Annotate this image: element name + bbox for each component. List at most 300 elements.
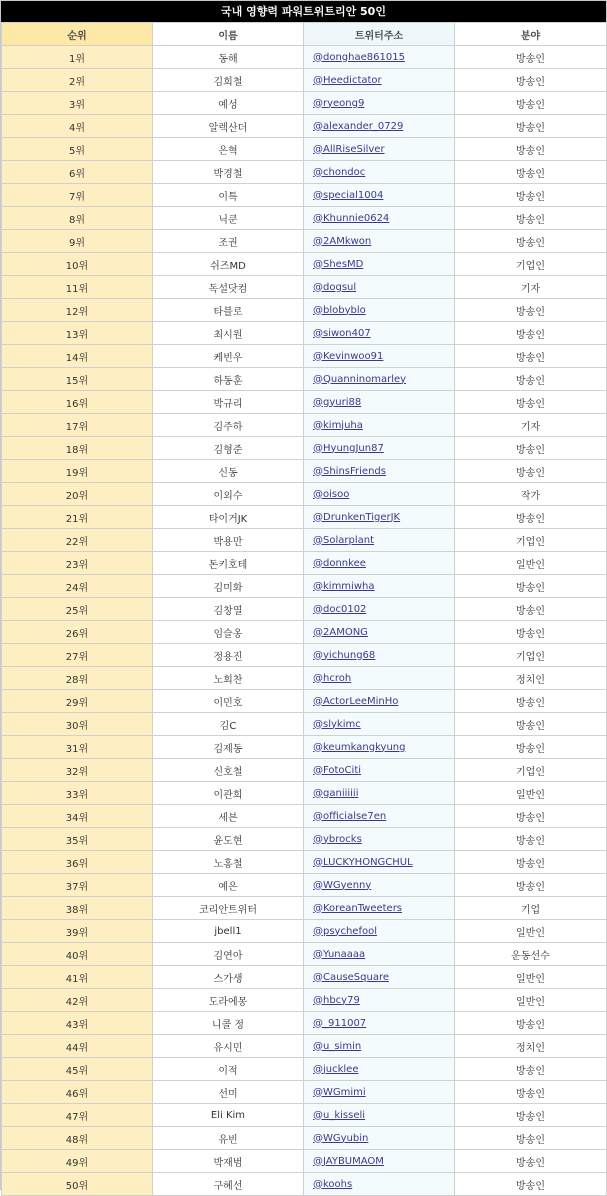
field-cell: 방송인 bbox=[455, 368, 607, 391]
twitter-handle-link[interactable]: @WGyubin bbox=[313, 1132, 369, 1144]
field-cell: 일반인 bbox=[455, 920, 607, 943]
name-cell: 타블로 bbox=[153, 299, 304, 322]
twitter-handle-link[interactable]: @2AMONG bbox=[313, 626, 368, 638]
header-rank: 순위 bbox=[2, 23, 153, 46]
twitter-address-cell bbox=[304, 1058, 455, 1081]
twitter-handle-link[interactable]: @FotoCiti bbox=[313, 764, 362, 776]
twitter-address-cell bbox=[304, 1127, 455, 1150]
name-cell: 예은 bbox=[153, 874, 304, 897]
twitter-handle-link[interactable]: @u_kisseli bbox=[313, 1109, 366, 1121]
name-cell: 케빈우 bbox=[153, 345, 304, 368]
name-cell: 도라에몽 bbox=[153, 989, 304, 1012]
rank-cell: 50위 bbox=[2, 1173, 153, 1196]
twitter-handle-link[interactable]: @chondoc bbox=[313, 166, 366, 178]
rank-cell: 22위 bbox=[2, 529, 153, 552]
twitter-address-cell bbox=[304, 828, 455, 851]
table-row bbox=[2, 667, 607, 690]
rank-cell: 49위 bbox=[2, 1150, 153, 1173]
twitter-address-cell bbox=[304, 598, 455, 621]
rank-cell: 24위 bbox=[2, 575, 153, 598]
twitter-handle-link[interactable]: @ybrocks bbox=[313, 833, 362, 845]
twitter-handle-link[interactable]: @u_simin bbox=[313, 1040, 362, 1052]
twitter-address-cell bbox=[304, 805, 455, 828]
rank-cell: 31위 bbox=[2, 736, 153, 759]
table-row bbox=[2, 1035, 607, 1058]
name-cell: 하동훈 bbox=[153, 368, 304, 391]
twitter-address-cell bbox=[304, 667, 455, 690]
field-cell: 일반인 bbox=[455, 552, 607, 575]
table-row bbox=[2, 368, 607, 391]
name-cell: 세븐 bbox=[153, 805, 304, 828]
table-row bbox=[2, 690, 607, 713]
twitter-handle-link[interactable]: @ryeong9 bbox=[313, 97, 365, 109]
rank-cell: 30위 bbox=[2, 713, 153, 736]
field-cell: 방송인 bbox=[455, 437, 607, 460]
twitter-address-cell bbox=[304, 966, 455, 989]
name-cell: 박규리 bbox=[153, 391, 304, 414]
table-row bbox=[2, 483, 607, 506]
rank-cell: 27위 bbox=[2, 644, 153, 667]
table-row bbox=[2, 759, 607, 782]
table-row bbox=[2, 805, 607, 828]
twitter-handle-link[interactable]: @officialse7en bbox=[313, 810, 387, 822]
twitter-handle-link[interactable]: @CauseSquare bbox=[313, 971, 390, 983]
twitter-address-cell bbox=[304, 69, 455, 92]
field-cell: 방송인 bbox=[455, 92, 607, 115]
name-cell: 이민호 bbox=[153, 690, 304, 713]
table-row bbox=[2, 529, 607, 552]
twitter-handle-link[interactable]: @KoreanTweeters bbox=[313, 902, 403, 914]
twitter-handle-link[interactable]: @WGyenny bbox=[313, 879, 372, 891]
header-field: 분야 bbox=[455, 23, 607, 46]
twitter-handle-link[interactable]: @JAYBUMAOM bbox=[313, 1155, 384, 1167]
table-row bbox=[2, 299, 607, 322]
field-cell: 방송인 bbox=[455, 805, 607, 828]
twitter-address-cell bbox=[304, 207, 455, 230]
table-row bbox=[2, 69, 607, 92]
name-cell: 코리안트위터 bbox=[153, 897, 304, 920]
name-cell: 김창열 bbox=[153, 598, 304, 621]
rank-cell: 33위 bbox=[2, 782, 153, 805]
name-cell: 타이거JK bbox=[153, 506, 304, 529]
name-cell: 독설닷컴 bbox=[153, 276, 304, 299]
rank-cell: 19위 bbox=[2, 460, 153, 483]
twitter-address-cell bbox=[304, 253, 455, 276]
name-cell: 유시민 bbox=[153, 1035, 304, 1058]
twitter-address-cell bbox=[304, 1173, 455, 1196]
twitter-handle-link[interactable]: @HyungJun87 bbox=[313, 442, 384, 454]
name-cell: 최시원 bbox=[153, 322, 304, 345]
name-cell: 닉쿤 bbox=[153, 207, 304, 230]
name-cell: 스가생 bbox=[153, 966, 304, 989]
twitter-handle-link[interactable]: @Quanninomarley bbox=[313, 373, 407, 385]
twitter-handle-link[interactable]: @kimjuha bbox=[313, 419, 363, 431]
page-title: 국내 영향력 파워트위트리안 50인 bbox=[1, 1, 606, 22]
twitter-handle-link[interactable]: @Khunnie0624 bbox=[313, 212, 390, 224]
twitter-address-cell bbox=[304, 1104, 455, 1127]
ranking-table bbox=[1, 22, 607, 1196]
table-row bbox=[2, 46, 607, 69]
rank-cell: 46위 bbox=[2, 1081, 153, 1104]
twitter-address-cell bbox=[304, 345, 455, 368]
table-row bbox=[2, 276, 607, 299]
table-row bbox=[2, 874, 607, 897]
field-cell: 방송인 bbox=[455, 1012, 607, 1035]
twitter-address-cell bbox=[304, 46, 455, 69]
table-row bbox=[2, 943, 607, 966]
twitter-address-cell bbox=[304, 391, 455, 414]
twitter-handle-link[interactable]: @AllRiseSilver bbox=[313, 143, 385, 155]
table-row bbox=[2, 644, 607, 667]
table-row bbox=[2, 506, 607, 529]
table-row bbox=[2, 1173, 607, 1196]
rank-cell: 4위 bbox=[2, 115, 153, 138]
name-cell: 노회찬 bbox=[153, 667, 304, 690]
table-row bbox=[2, 1127, 607, 1150]
twitter-handle-link[interactable]: @Heedictator bbox=[313, 74, 382, 86]
header-twitter-address: 트위터주소 bbox=[304, 23, 455, 46]
rank-cell: 35위 bbox=[2, 828, 153, 851]
twitter-handle-link[interactable]: @hcroh bbox=[313, 672, 352, 684]
twitter-handle-link[interactable]: @alexander_0729 bbox=[313, 120, 404, 132]
field-cell: 방송인 bbox=[455, 736, 607, 759]
table-row bbox=[2, 391, 607, 414]
table-row bbox=[2, 437, 607, 460]
rank-cell: 28위 bbox=[2, 667, 153, 690]
table-row bbox=[2, 345, 607, 368]
field-cell: 방송인 bbox=[455, 690, 607, 713]
name-cell: 동해 bbox=[153, 46, 304, 69]
twitter-handle-link[interactable]: @DrunkenTigerJK bbox=[313, 511, 401, 523]
rank-cell: 10위 bbox=[2, 253, 153, 276]
table-header-row bbox=[2, 23, 607, 46]
name-cell: 신호철 bbox=[153, 759, 304, 782]
table-body bbox=[2, 46, 607, 1196]
twitter-handle-link[interactable]: @siwon407 bbox=[313, 327, 371, 339]
name-cell: 임슬옹 bbox=[153, 621, 304, 644]
table-row bbox=[2, 230, 607, 253]
name-cell: 박재범 bbox=[153, 1150, 304, 1173]
field-cell: 방송인 bbox=[455, 322, 607, 345]
table-row bbox=[2, 414, 607, 437]
field-cell: 방송인 bbox=[455, 69, 607, 92]
name-cell: 김형준 bbox=[153, 437, 304, 460]
field-cell: 방송인 bbox=[455, 506, 607, 529]
rank-cell: 29위 bbox=[2, 690, 153, 713]
rank-cell: 17위 bbox=[2, 414, 153, 437]
rank-cell: 5위 bbox=[2, 138, 153, 161]
table-row bbox=[2, 782, 607, 805]
rank-cell: 34위 bbox=[2, 805, 153, 828]
name-cell: 김제동 bbox=[153, 736, 304, 759]
field-cell: 기업인 bbox=[455, 529, 607, 552]
twitter-address-cell bbox=[304, 276, 455, 299]
rank-cell: 18위 bbox=[2, 437, 153, 460]
rank-cell: 3위 bbox=[2, 92, 153, 115]
rank-cell: 9위 bbox=[2, 230, 153, 253]
rank-cell: 43위 bbox=[2, 1012, 153, 1035]
table-row bbox=[2, 851, 607, 874]
rank-cell: 45위 bbox=[2, 1058, 153, 1081]
name-cell: 이관희 bbox=[153, 782, 304, 805]
twitter-address-cell bbox=[304, 575, 455, 598]
table-row bbox=[2, 253, 607, 276]
field-cell: 방송인 bbox=[455, 299, 607, 322]
twitter-handle-link[interactable]: @WGmimi bbox=[313, 1086, 366, 1098]
header-name: 이름 bbox=[153, 23, 304, 46]
twitter-address-cell bbox=[304, 943, 455, 966]
name-cell: 쉬즈MD bbox=[153, 253, 304, 276]
twitter-address-cell bbox=[304, 437, 455, 460]
rank-cell: 8위 bbox=[2, 207, 153, 230]
twitter-handle-link[interactable]: @kimmiwha bbox=[313, 580, 375, 592]
field-cell: 일반인 bbox=[455, 782, 607, 805]
table-row bbox=[2, 621, 607, 644]
twitter-handle-link[interactable]: @doc0102 bbox=[313, 603, 367, 615]
name-cell: 이외수 bbox=[153, 483, 304, 506]
table-row bbox=[2, 460, 607, 483]
field-cell: 방송인 bbox=[455, 46, 607, 69]
rank-cell: 20위 bbox=[2, 483, 153, 506]
twitter-address-cell bbox=[304, 989, 455, 1012]
table-row bbox=[2, 966, 607, 989]
name-cell: 이적 bbox=[153, 1058, 304, 1081]
name-cell: 김연아 bbox=[153, 943, 304, 966]
twitter-address-cell bbox=[304, 690, 455, 713]
twitter-handle-link[interactable]: @special1004 bbox=[313, 189, 384, 201]
twitter-address-cell bbox=[304, 759, 455, 782]
name-cell: 노홍철 bbox=[153, 851, 304, 874]
field-cell: 기업 bbox=[455, 897, 607, 920]
field-cell: 방송인 bbox=[455, 1173, 607, 1196]
twitter-address-cell bbox=[304, 552, 455, 575]
rank-cell: 15위 bbox=[2, 368, 153, 391]
table-row bbox=[2, 161, 607, 184]
twitter-address-cell bbox=[304, 1035, 455, 1058]
table-row bbox=[2, 115, 607, 138]
field-cell: 방송인 bbox=[455, 598, 607, 621]
field-cell: 방송인 bbox=[455, 1127, 607, 1150]
name-cell: 은혁 bbox=[153, 138, 304, 161]
twitter-address-cell bbox=[304, 322, 455, 345]
twitter-handle-link[interactable]: @oisoo bbox=[313, 488, 350, 500]
rank-cell: 44위 bbox=[2, 1035, 153, 1058]
field-cell: 방송인 bbox=[455, 713, 607, 736]
table-row bbox=[2, 92, 607, 115]
twitter-address-cell bbox=[304, 506, 455, 529]
name-cell: 신동 bbox=[153, 460, 304, 483]
rank-cell: 23위 bbox=[2, 552, 153, 575]
rank-cell: 26위 bbox=[2, 621, 153, 644]
name-cell: 유빈 bbox=[153, 1127, 304, 1150]
twitter-address-cell bbox=[304, 851, 455, 874]
table-row bbox=[2, 736, 607, 759]
name-cell: jbell1 bbox=[153, 920, 304, 943]
twitter-handle-link[interactable]: @Kevinwoo91 bbox=[313, 350, 384, 362]
twitter-address-cell bbox=[304, 644, 455, 667]
twitter-handle-link[interactable]: @keumkangkyung bbox=[313, 741, 406, 753]
rank-cell: 47위 bbox=[2, 1104, 153, 1127]
table-row bbox=[2, 598, 607, 621]
table-row bbox=[2, 989, 607, 1012]
twitter-handle-link[interactable]: @jucklee bbox=[313, 1063, 359, 1075]
twitter-handle-link[interactable]: @_911007 bbox=[313, 1017, 367, 1029]
twitter-handle-link[interactable]: @donnkee bbox=[313, 557, 366, 569]
twitter-address-cell bbox=[304, 782, 455, 805]
table-row bbox=[2, 1012, 607, 1035]
table-row bbox=[2, 1150, 607, 1173]
twitter-address-cell bbox=[304, 230, 455, 253]
name-cell: 박용만 bbox=[153, 529, 304, 552]
field-cell: 방송인 bbox=[455, 138, 607, 161]
field-cell: 방송인 bbox=[455, 391, 607, 414]
twitter-handle-link[interactable]: @psychefool bbox=[313, 925, 377, 937]
twitter-handle-link[interactable]: @hbcy79 bbox=[313, 994, 360, 1006]
rank-cell: 6위 bbox=[2, 161, 153, 184]
field-cell: 일반인 bbox=[455, 966, 607, 989]
twitter-address-cell bbox=[304, 621, 455, 644]
table-row bbox=[2, 1104, 607, 1127]
field-cell: 방송인 bbox=[455, 621, 607, 644]
rank-cell: 7위 bbox=[2, 184, 153, 207]
twitter-address-cell bbox=[304, 138, 455, 161]
field-cell: 기업인 bbox=[455, 644, 607, 667]
name-cell: 윤도현 bbox=[153, 828, 304, 851]
field-cell: 방송인 bbox=[455, 460, 607, 483]
name-cell: 선미 bbox=[153, 1081, 304, 1104]
twitter-address-cell bbox=[304, 161, 455, 184]
table-row bbox=[2, 828, 607, 851]
name-cell: 정용진 bbox=[153, 644, 304, 667]
twitter-handle-link[interactable]: @yichung68 bbox=[313, 649, 376, 661]
rank-cell: 2위 bbox=[2, 69, 153, 92]
field-cell: 방송인 bbox=[455, 115, 607, 138]
field-cell: 기업인 bbox=[455, 253, 607, 276]
field-cell: 기자 bbox=[455, 414, 607, 437]
rank-cell: 36위 bbox=[2, 851, 153, 874]
rank-cell: 38위 bbox=[2, 897, 153, 920]
table-row bbox=[2, 1081, 607, 1104]
field-cell: 기자 bbox=[455, 276, 607, 299]
twitter-address-cell bbox=[304, 1012, 455, 1035]
field-cell: 방송인 bbox=[455, 874, 607, 897]
rank-cell: 25위 bbox=[2, 598, 153, 621]
field-cell: 방송인 bbox=[455, 1081, 607, 1104]
rank-cell: 21위 bbox=[2, 506, 153, 529]
twitter-handle-link[interactable]: @ganiiiiii bbox=[313, 787, 359, 799]
field-cell: 방송인 bbox=[455, 161, 607, 184]
name-cell: Eli Kim bbox=[153, 1104, 304, 1127]
field-cell: 정치인 bbox=[455, 667, 607, 690]
twitter-address-cell bbox=[304, 483, 455, 506]
field-cell: 방송인 bbox=[455, 828, 607, 851]
table-row bbox=[2, 322, 607, 345]
name-cell: 돈키호테 bbox=[153, 552, 304, 575]
twitter-handle-link[interactable]: @koohs bbox=[313, 1178, 353, 1190]
rank-cell: 48위 bbox=[2, 1127, 153, 1150]
field-cell: 정치인 bbox=[455, 1035, 607, 1058]
twitter-handle-link[interactable]: @ShesMD bbox=[313, 258, 364, 270]
twitter-address-cell bbox=[304, 713, 455, 736]
name-cell: 박경철 bbox=[153, 161, 304, 184]
field-cell: 운동선수 bbox=[455, 943, 607, 966]
rank-cell: 16위 bbox=[2, 391, 153, 414]
name-cell: 김C bbox=[153, 713, 304, 736]
twitter-handle-link[interactable]: @ShinsFriends bbox=[313, 465, 386, 477]
name-cell: 김주하 bbox=[153, 414, 304, 437]
table-row bbox=[2, 897, 607, 920]
twitter-handle-link[interactable]: @blobyblo bbox=[313, 304, 366, 316]
rank-cell: 11위 bbox=[2, 276, 153, 299]
twitter-address-cell bbox=[304, 460, 455, 483]
rank-cell: 14위 bbox=[2, 345, 153, 368]
table-row bbox=[2, 184, 607, 207]
twitter-address-cell bbox=[304, 874, 455, 897]
table-row bbox=[2, 1058, 607, 1081]
twitter-handle-link[interactable]: @dogsul bbox=[313, 281, 357, 293]
field-cell: 방송인 bbox=[455, 1104, 607, 1127]
twitter-handle-link[interactable]: @Yunaaaa bbox=[313, 948, 366, 960]
field-cell: 방송인 bbox=[455, 207, 607, 230]
twitter-address-cell bbox=[304, 92, 455, 115]
twitter-address-cell bbox=[304, 414, 455, 437]
twitter-address-cell bbox=[304, 299, 455, 322]
field-cell: 방송인 bbox=[455, 345, 607, 368]
rank-cell: 12위 bbox=[2, 299, 153, 322]
field-cell: 방송인 bbox=[455, 1150, 607, 1173]
name-cell: 조권 bbox=[153, 230, 304, 253]
field-cell: 방송인 bbox=[455, 851, 607, 874]
table-row bbox=[2, 713, 607, 736]
twitter-address-cell bbox=[304, 1081, 455, 1104]
rank-cell: 39위 bbox=[2, 920, 153, 943]
twitter-handle-link[interactable]: @2AMkwon bbox=[313, 235, 372, 247]
table-row bbox=[2, 920, 607, 943]
rank-cell: 32위 bbox=[2, 759, 153, 782]
twitter-handle-link[interactable]: @ActorLeeMinHo bbox=[313, 695, 399, 707]
field-cell: 방송인 bbox=[455, 184, 607, 207]
name-cell: 니콜 정 bbox=[153, 1012, 304, 1035]
twitter-address-cell bbox=[304, 529, 455, 552]
table-row bbox=[2, 138, 607, 161]
rank-cell: 42위 bbox=[2, 989, 153, 1012]
field-cell: 일반인 bbox=[455, 989, 607, 1012]
table-row bbox=[2, 207, 607, 230]
table-row bbox=[2, 552, 607, 575]
name-cell: 김희철 bbox=[153, 69, 304, 92]
twitter-handle-link[interactable]: @gyuri88 bbox=[313, 396, 362, 408]
field-cell: 방송인 bbox=[455, 1058, 607, 1081]
twitter-address-cell bbox=[304, 368, 455, 391]
name-cell: 예성 bbox=[153, 92, 304, 115]
twitter-handle-link[interactable]: @Solarplant bbox=[313, 534, 374, 546]
name-cell: 김미화 bbox=[153, 575, 304, 598]
name-cell: 이특 bbox=[153, 184, 304, 207]
table-row bbox=[2, 575, 607, 598]
rank-cell: 1위 bbox=[2, 46, 153, 69]
rank-cell: 40위 bbox=[2, 943, 153, 966]
name-cell: 알렉산더 bbox=[153, 115, 304, 138]
field-cell: 작가 bbox=[455, 483, 607, 506]
twitter-handle-link[interactable]: @donghae861015 bbox=[313, 51, 405, 63]
rank-cell: 41위 bbox=[2, 966, 153, 989]
twitter-handle-link[interactable]: @slykimc bbox=[313, 718, 361, 730]
twitter-handle-link[interactable]: @LUCKYHONGCHUL bbox=[313, 856, 413, 868]
field-cell: 기업인 bbox=[455, 759, 607, 782]
twitter-address-cell bbox=[304, 920, 455, 943]
rank-cell: 13위 bbox=[2, 322, 153, 345]
rank-cell: 37위 bbox=[2, 874, 153, 897]
